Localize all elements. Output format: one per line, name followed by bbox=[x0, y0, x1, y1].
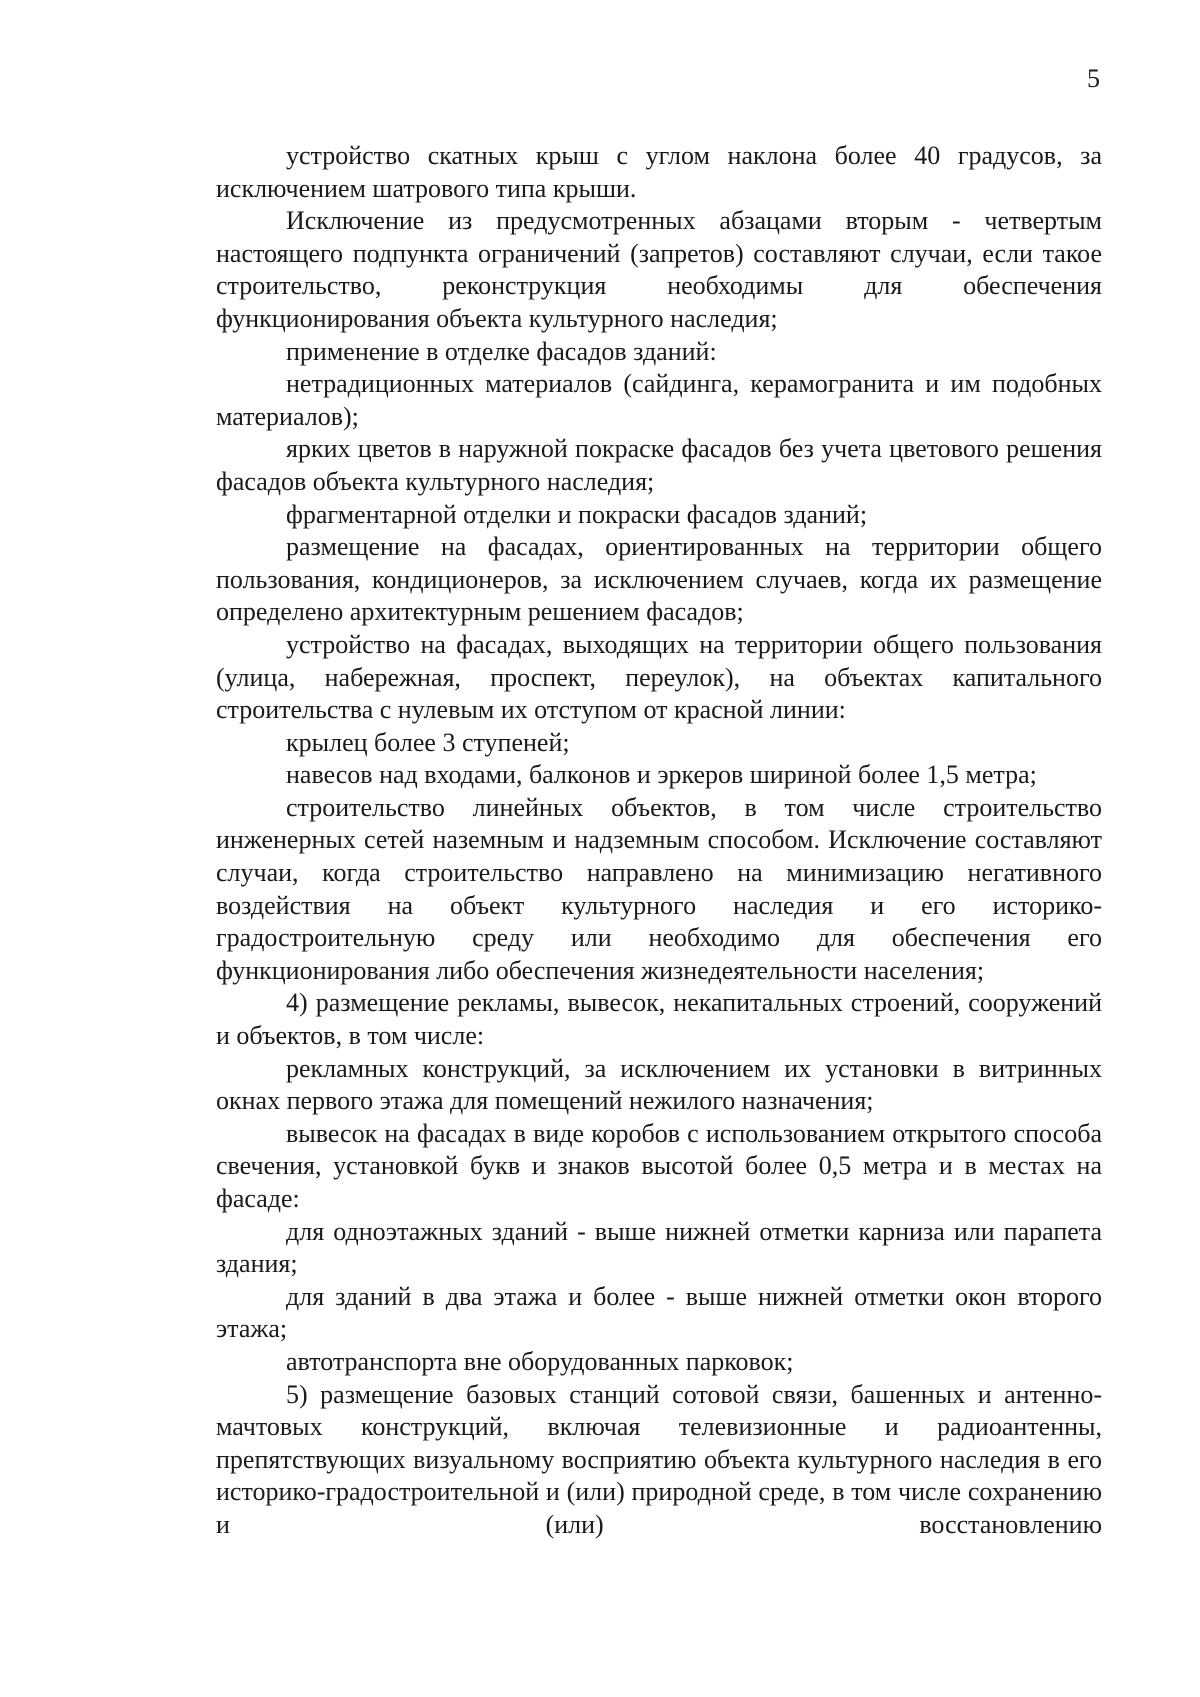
paragraph: 4) размещение рекламы, вывесок, некапитальных строений, сооружений и объектов, в том числе: bbox=[216, 988, 1102, 1051]
paragraph: строительство линейных объектов, в том числе строительство инженерных сетей наземным и надземным способом. Исключение составляют случаи, когда строительство направлено на минимизацию негативного воздействия на объект культурного наследия и его историко-градостроительную среду или необходимо для обеспечения его функционирования либо обеспечения жизнедеятельности населения; bbox=[216, 792, 1102, 985]
paragraph: устройство на фасадах, выходящих на территории общего пользования (улица, набережная, проспект, переулок), на объектах капитального строительства с нулевым их отступом от красной линии: bbox=[216, 629, 1102, 725]
paragraph: для зданий в два этажа и более - выше нижней отметки окон второго этажа; bbox=[216, 1281, 1102, 1344]
paragraph: вывесок на фасадах в виде коробов с использованием открытого способа свечения, установкой букв и знаков высотой более 0,5 метра и в местах на фасаде: bbox=[216, 1118, 1102, 1213]
paragraph: применение в отделке фасадов зданий: bbox=[286, 336, 717, 366]
paragraph: устройство скатных крыш с углом наклона более 40 градусов, за исключением шатрового типа крыши. bbox=[216, 141, 1102, 203]
page-number: 5 bbox=[1087, 64, 1100, 93]
paragraph: фрагментарной отделки и покраски фасадов зданий; bbox=[286, 499, 868, 529]
paragraph: крылец более 3 ступеней; bbox=[286, 727, 570, 757]
paragraph: рекламных конструкций, за исключением их установки в витринных окнах первого этажа для помещений нежилого назначения; bbox=[216, 1053, 1102, 1116]
paragraph: навесов над входами, балконов и эркеров шириной более 1,5 метра; bbox=[286, 760, 1037, 790]
paragraph: нетрадиционных материалов (сайдинга, керамогранита и им подобных материалов); bbox=[216, 369, 1102, 431]
paragraph: для одноэтажных зданий - выше нижней отметки карниза или парапета здания; bbox=[216, 1216, 1102, 1279]
paragraph: размещение на фасадах, ориентированных на территории общего пользования, кондиционеров, за исключением случаев, когда их размещение определено архитектурным решением фасадов; bbox=[216, 532, 1102, 627]
paragraph: 5) размещение базовых станций сотовой связи, башенных и антенно-мачтовых конструкций, включая телевизионные и радиоантенны, препятствующих визуальному восприятию объекта культурного наследия в его историко-градостроительной и (или) природной среде, в том числе сохранению и (или) восстановлению bbox=[216, 1379, 1102, 1539]
paragraph: автотранспорта вне оборудованных парковок; bbox=[286, 1346, 794, 1376]
document-body bbox=[216, 140, 1102, 1542]
paragraph: ярких цветов в наружной покраске фасадов без учета цветового решения фасадов объекта культурного наследия; bbox=[216, 434, 1102, 496]
paragraph: Исключение из предусмотренных абзацами вторым - четвертым настоящего подпункта ограничений (запретов) составляют случаи, если такое строительство, реконструкция необходимы для обеспечения функционирования объекта культурного наследия; bbox=[216, 206, 1102, 333]
